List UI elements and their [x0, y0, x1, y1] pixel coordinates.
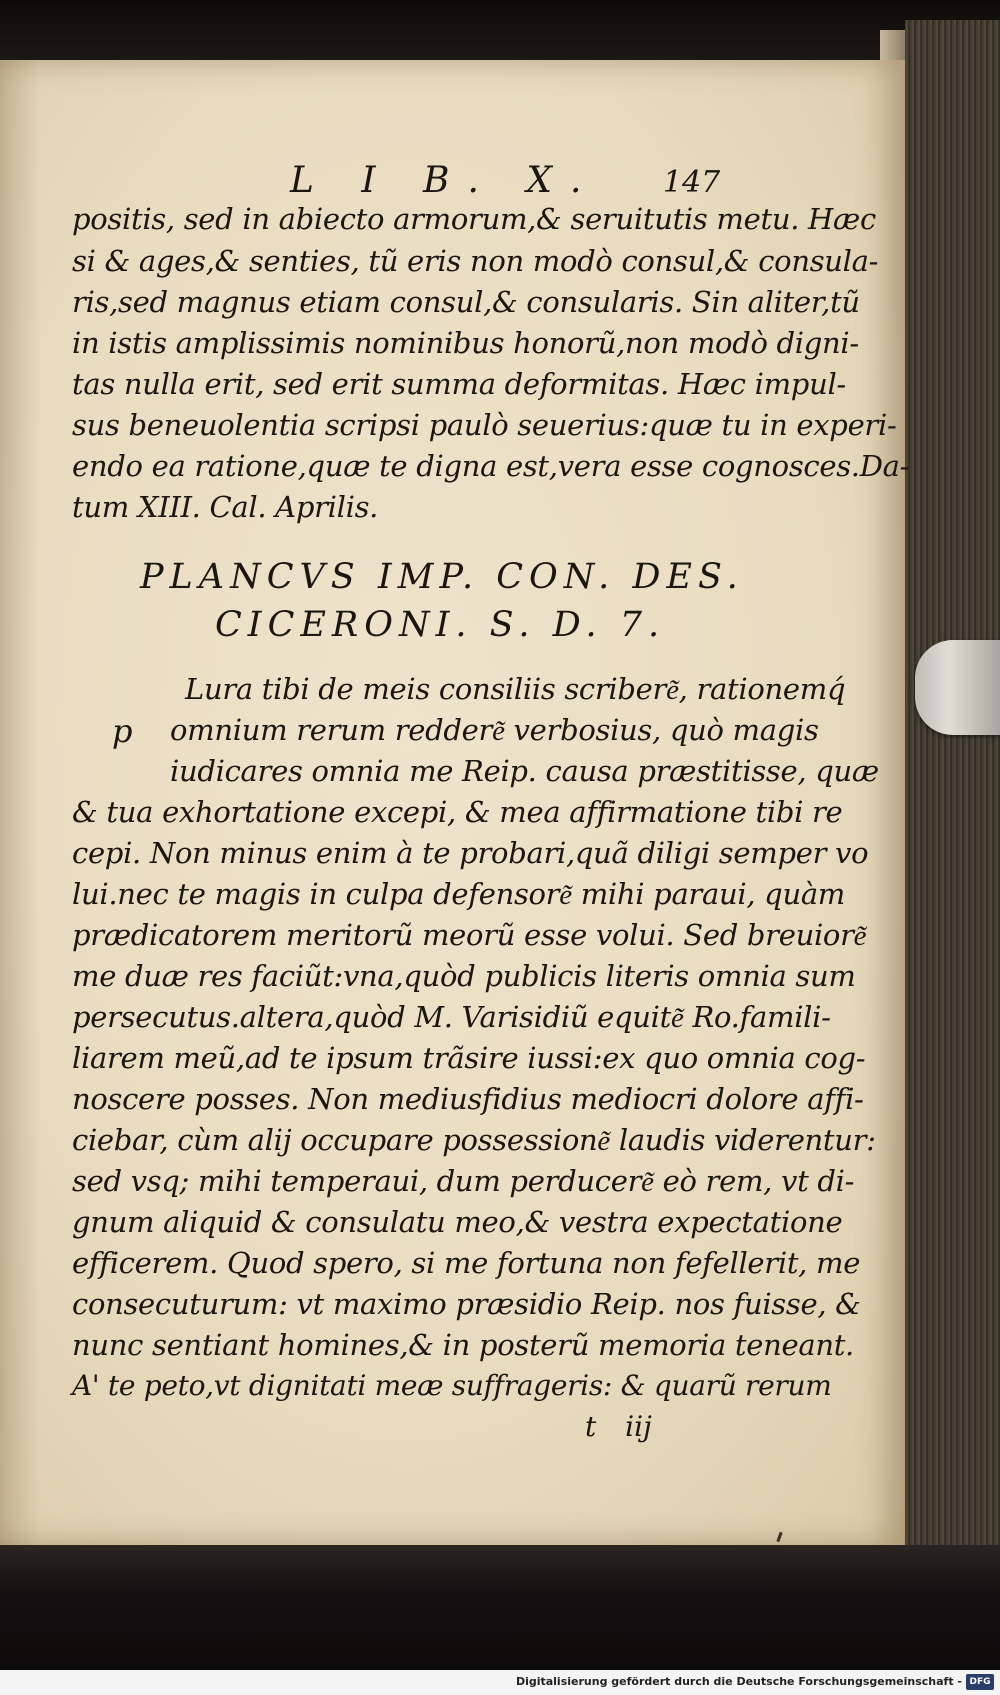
- text-line: liarem meũ,ad te ipsum trãsire iussi:ex quo omnia cog-: [72, 1041, 866, 1075]
- letter-heading-line-2: CICERONI. S. D. 7.: [215, 605, 666, 645]
- text-line: lui.nec te magis in culpa defensore͂ mihi paraui, quàm: [72, 877, 846, 911]
- text-line: sed vsq; mihi temperaui, dum perducere͂ eò rem, vt di-: [72, 1164, 855, 1198]
- text-line: ciebar, cùm alij occupare possessione͂ laudis viderentur:: [72, 1123, 876, 1157]
- text-line: iudicares omnia me Reip. causa præstitisse, quæ: [170, 754, 879, 788]
- text-line: persecutus.altera,quòd M. Varisidiũ equite͂ Ro.famili-: [72, 1000, 831, 1034]
- credit-text: Digitalisierung gefördert durch die Deutsche Forschungsgemeinschaft -: [515, 1675, 962, 1688]
- background-bottom: [0, 1545, 1000, 1670]
- text-line: & tua exhortatione excepi, & mea affirmatione tibi re: [72, 795, 843, 829]
- page-edges: [905, 20, 1000, 1600]
- text-line: tum XIII. Cal. Aprilis.: [72, 490, 379, 524]
- text-line: cepi. Non minus enim à te probari,quã diligi semper vo: [72, 836, 869, 870]
- text-line: noscere posses. Non mediusfidius mediocri dolore affi-: [72, 1082, 864, 1116]
- text-line: ris,sed magnus etiam consul,& consularis. Sin aliter,tũ: [72, 285, 860, 319]
- text-line: efficerem. Quod spero, si me fortuna non fefellerit, me: [72, 1246, 861, 1280]
- text-line: me duæ res faciũt:vna,quòd publicis literis omnia sum: [72, 959, 856, 993]
- background-top: [0, 0, 1000, 60]
- page-number: 147: [663, 165, 721, 200]
- text-line: A' te peto,vt dignitati meæ suffrageris: & quarũ rerum: [72, 1369, 832, 1402]
- text-line: consecuturum: vt maximo præsidio Reip. nos fuisse, &: [72, 1287, 861, 1321]
- text-line: positis, sed in abiecto armorum,& seruitutis metu. Hæc: [72, 202, 876, 236]
- text-line: Lura tibi de meis consiliis scribere͂, rationemq́: [185, 672, 846, 706]
- signature-mark: t iij: [585, 1410, 652, 1443]
- gutter-shade: [0, 60, 40, 1545]
- text-line: nunc sentiant homines,& in posterũ memoria teneant.: [72, 1328, 854, 1362]
- text-line: sus beneuolentia scripsi paulò seuerius:quæ tu in experi-: [72, 408, 897, 442]
- running-head: L I B. X.: [290, 160, 600, 201]
- text-line: in istis amplissimis nominibus honorũ,non modò digni-: [72, 326, 859, 360]
- dfg-logo: DFG: [966, 1674, 994, 1690]
- text-line: endo ea ratione,quæ te digna est,vera esse cognosces.Da-: [72, 449, 910, 483]
- text-line: prædicatorem meritorũ meorũ esse volui. Sed breuiore͂: [72, 918, 867, 952]
- text-line: omnium rerum reddere͂ verbosius, quò magis: [170, 713, 819, 747]
- letter-heading-line-1: PLANCVS IMP. CON. DES.: [140, 557, 744, 597]
- text-line: si & ages,& senties, tũ eris non modò consul,& consula-: [72, 244, 879, 278]
- book-clamp: [915, 640, 1000, 735]
- text-line: gnum aliquid & consulatu meo,& vestra expectatione: [72, 1205, 843, 1239]
- footer-credit-bar: [0, 1670, 1000, 1695]
- drop-cap: p: [112, 712, 133, 750]
- text-line: tas nulla erit, sed erit summa deformitas. Hæc impul-: [72, 367, 846, 401]
